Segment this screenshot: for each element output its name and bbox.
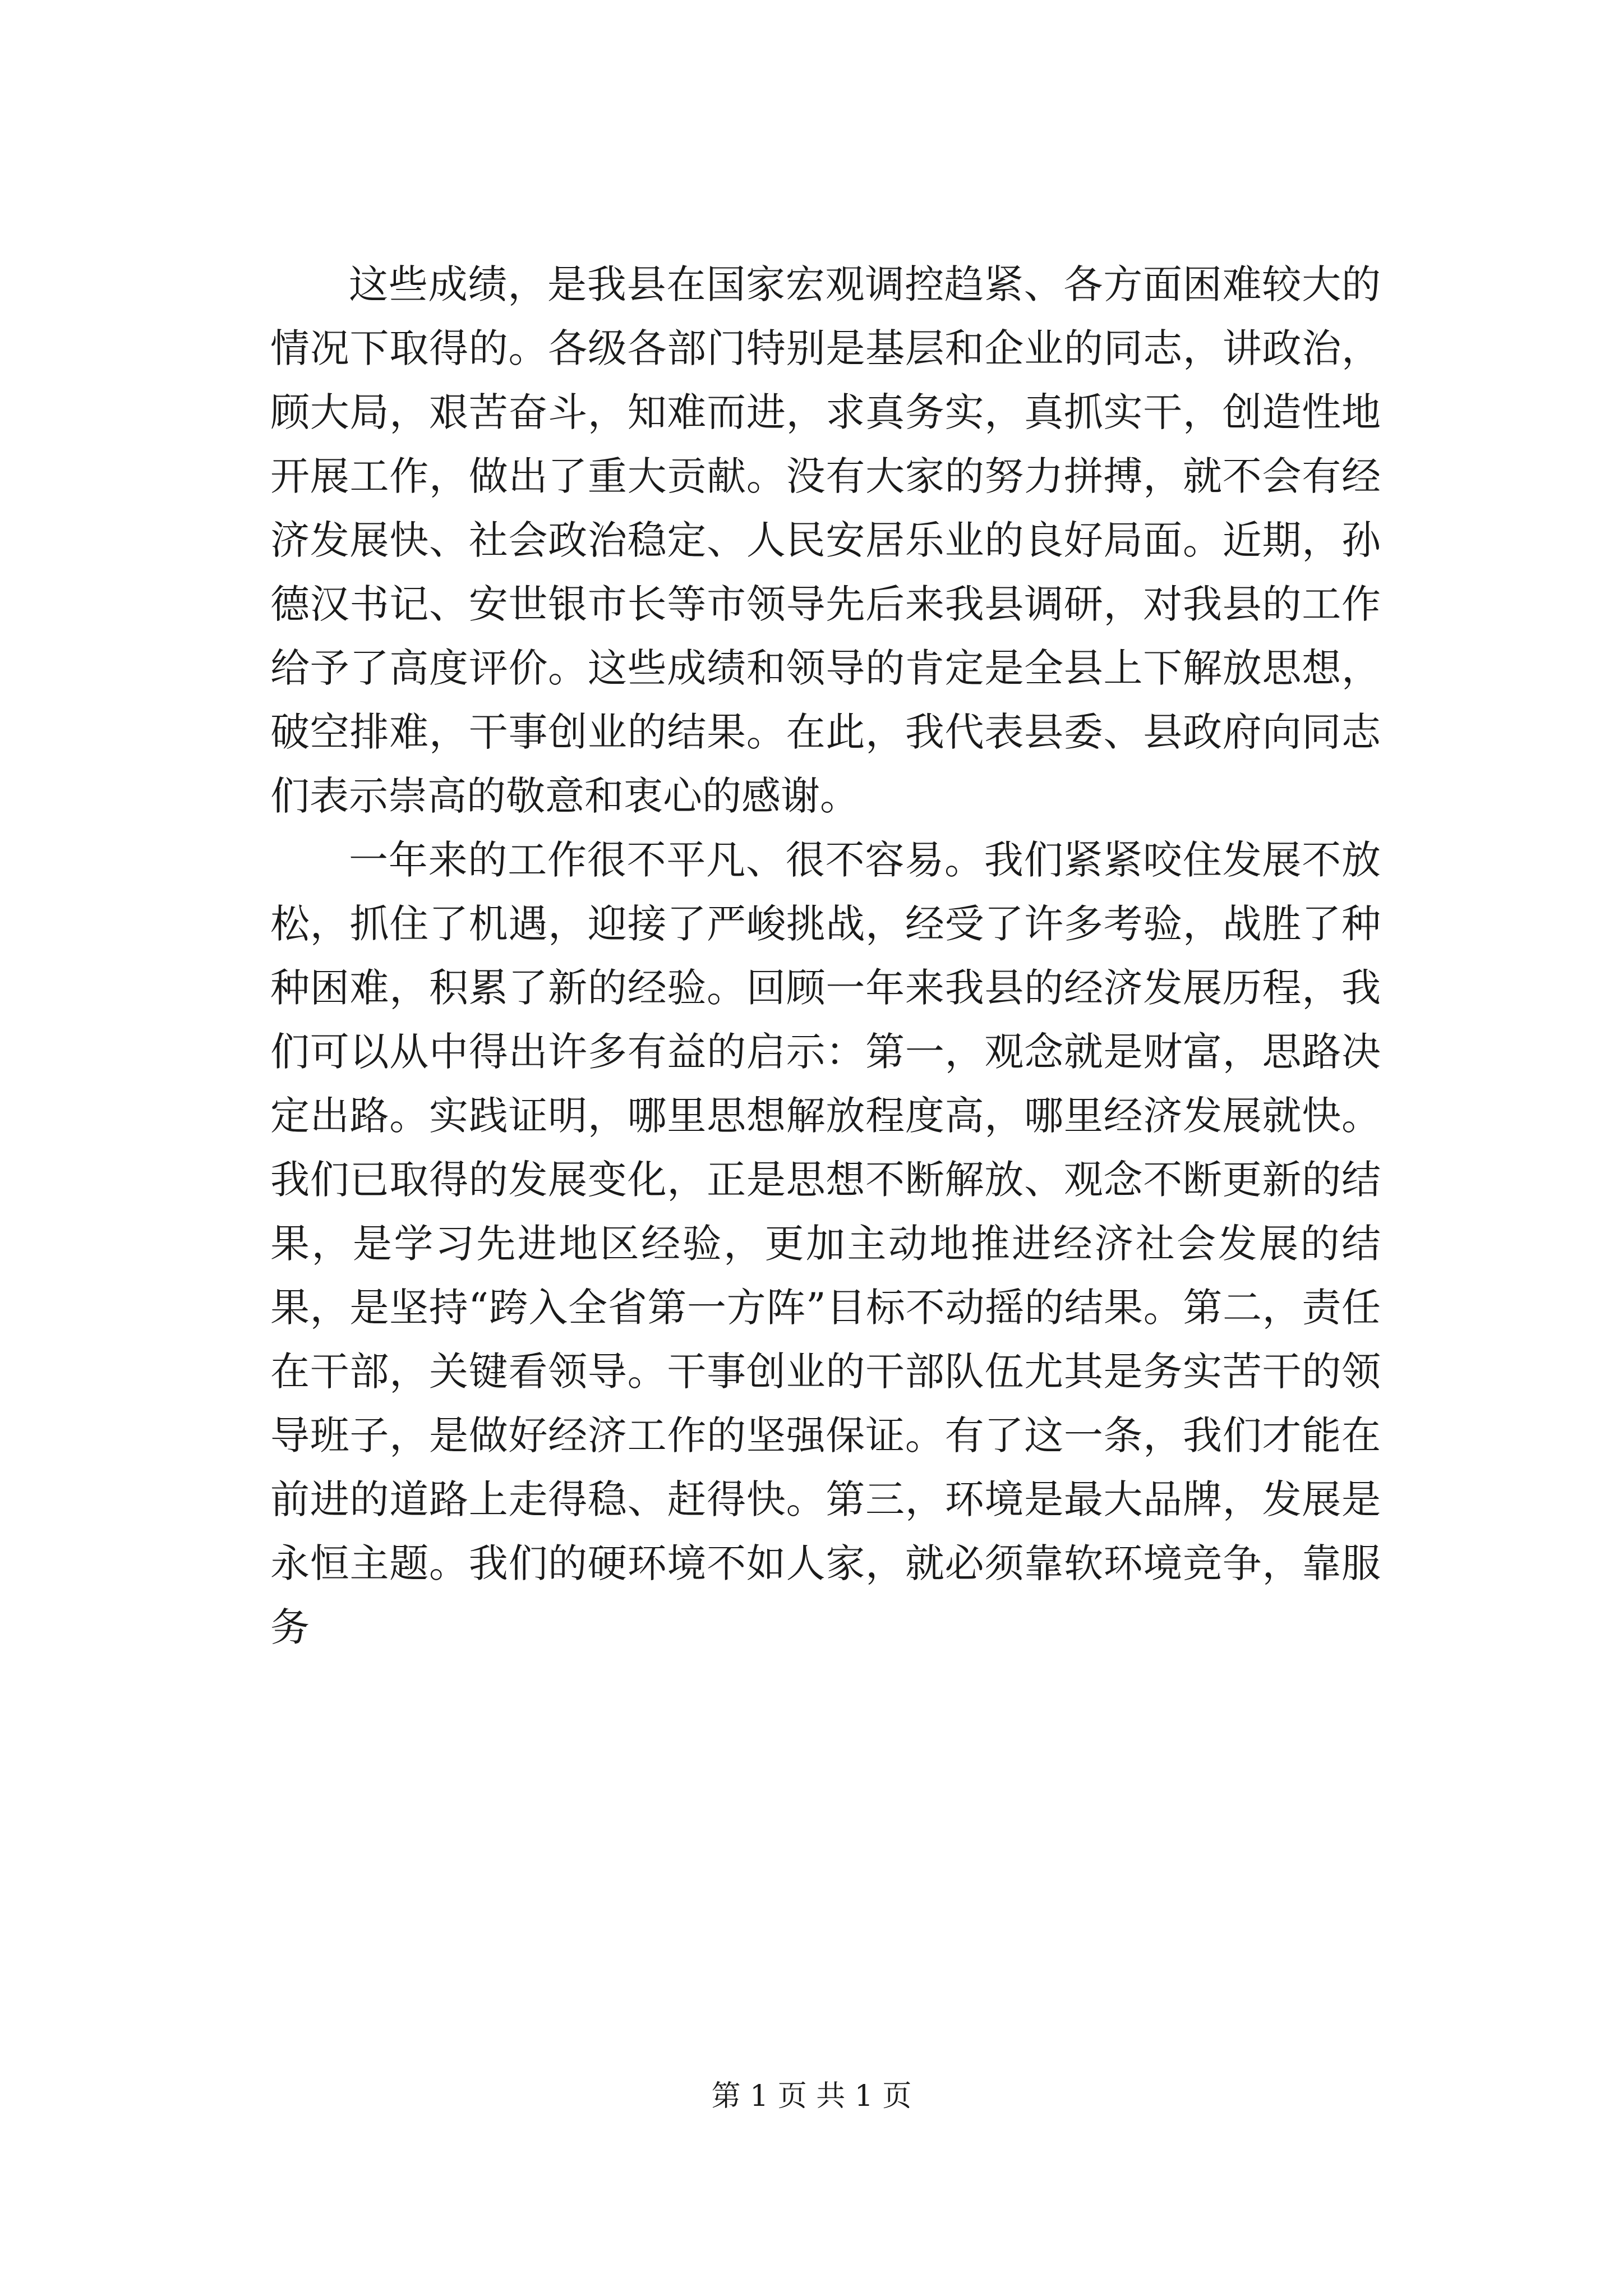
paragraph-1: 这些成绩，是我县在国家宏观调控趋紧、各方面困难较大的情况下取得的。各级各部门特别是基层和企业的同志，讲政治，顾大局，艰苦奋斗，知难而进，求真务实，真抓实干，创造性地开展工作，做出了重大贡献。没有大家的努力拼搏，就不会有经济发展快、社会政治稳定、人民安居乐业的良好局面。近期，孙德汉书记、安世银市长等市领导先后来我县调研，对我县的工作给予了高度评价。这些成绩和领导的肯定是全县上下解放思想，破空排难，干事创业的结果。在此，我代表县委、县政府向同志们表示崇高的敬意和衷心的感谢。	[270, 261, 1381, 819]
page-footer: 第 1 页 共 1 页	[711, 2079, 912, 2113]
paragraph-2: 一年来的工作很不平凡、很不容易。我们紧紧咬住发展不放松，抓住了机遇，迎接了严峻挑战，经受了许多考验，战胜了种种困难，积累了新的经验。回顾一年来我县的经济发展历程，我们可以从中得出许多有益的启示：第一，观念就是财富，思路决定出路。实践证明，哪里思想解放程度高，哪里经济发展就快。我们已取得的发展变化，正是思想不断解放、观念不断更新的结果，是学习先进地区经验，更加主动地推进经济社会发展的结果，是坚持“跨入全省第一方阵”目标不动摇的结果。第二，责任在干部，关键看领导。干事创业的干部队伍尤其是务实苦干的领导班子，是做好经济工作的坚强保证。有了这一条，我们才能在前进的道路上走得稳、赶得快。第三，环境是最大品牌，发展是永恒主题。我们的硬环境不如人家，就必须靠软环境竞争，靠服务	[270, 837, 1381, 1650]
document-body	[270, 252, 1381, 1659]
